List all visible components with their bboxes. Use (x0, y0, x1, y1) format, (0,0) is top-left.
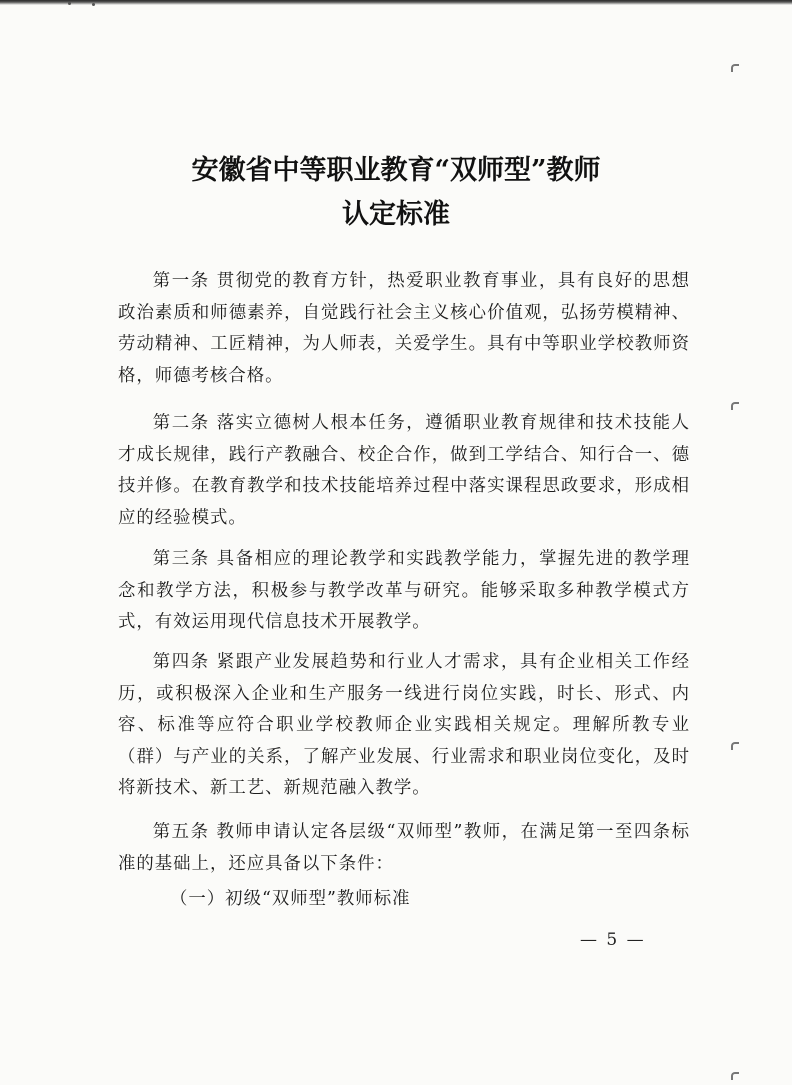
document-title-line1: 安徽省中等职业教育“双师型”教师 (191, 155, 601, 186)
article-1-paragraph: 第一条 贯彻党的教育方针，热爱职业教育事业，具有良好的思想政治素质和师德素养，自觉践行社会主义核心价值观，弘扬劳模精神、劳动精神、工匠精神，为人师表，关爱学生。具有中等职业学校教师资格，师德考核合格。 (118, 271, 690, 386)
scan-mark (731, 1072, 739, 1080)
article-5-paragraph: 第五条 教师申请认定各层级“双师型”教师，在满足第一至四条标准的基础上，还应具备以下条件： (118, 822, 690, 874)
page-number: — 5 — (580, 930, 646, 950)
article-3-paragraph: 第三条 具备相应的理论教学和实践教学能力，掌握先进的教学理念和教学方法，积极参与教学改革与研究。能够采取多种教学模式方式，有效运用现代信息技术开展教学。 (118, 549, 690, 632)
scan-mark (731, 742, 739, 750)
scan-mark (731, 64, 739, 72)
scan-top-edge (0, 0, 792, 5)
scan-speck (92, 3, 95, 6)
scan-speck (68, 2, 71, 5)
sub-item-heading: （一）初级“双师型”教师标准 (170, 889, 411, 909)
article-2-paragraph: 第二条 落实立德树人根本任务，遵循职业教育规律和技术技能人才成长规律，践行产教融合、校企合作，做到工学结合、知行合一、德技并修。在教育教学和技术技能培养过程中落实课程思政要求，形成相应的经验模式。 (118, 413, 690, 528)
document-title-line2: 认定标准 (342, 199, 450, 230)
scan-mark (731, 402, 739, 410)
article-4-paragraph: 第四条 紧跟产业发展趋势和行业人才需求，具有企业相关工作经历，或积极深入企业和生产服务一线进行岗位实践，时长、形式、内容、标准等应符合职业学校教师企业实践相关规定。理解所教专业（群）与产业的关系，了解产业发展、行业需求和职业岗位变化，及时将新技术、新工艺、新规范融入教学。 (118, 652, 690, 798)
